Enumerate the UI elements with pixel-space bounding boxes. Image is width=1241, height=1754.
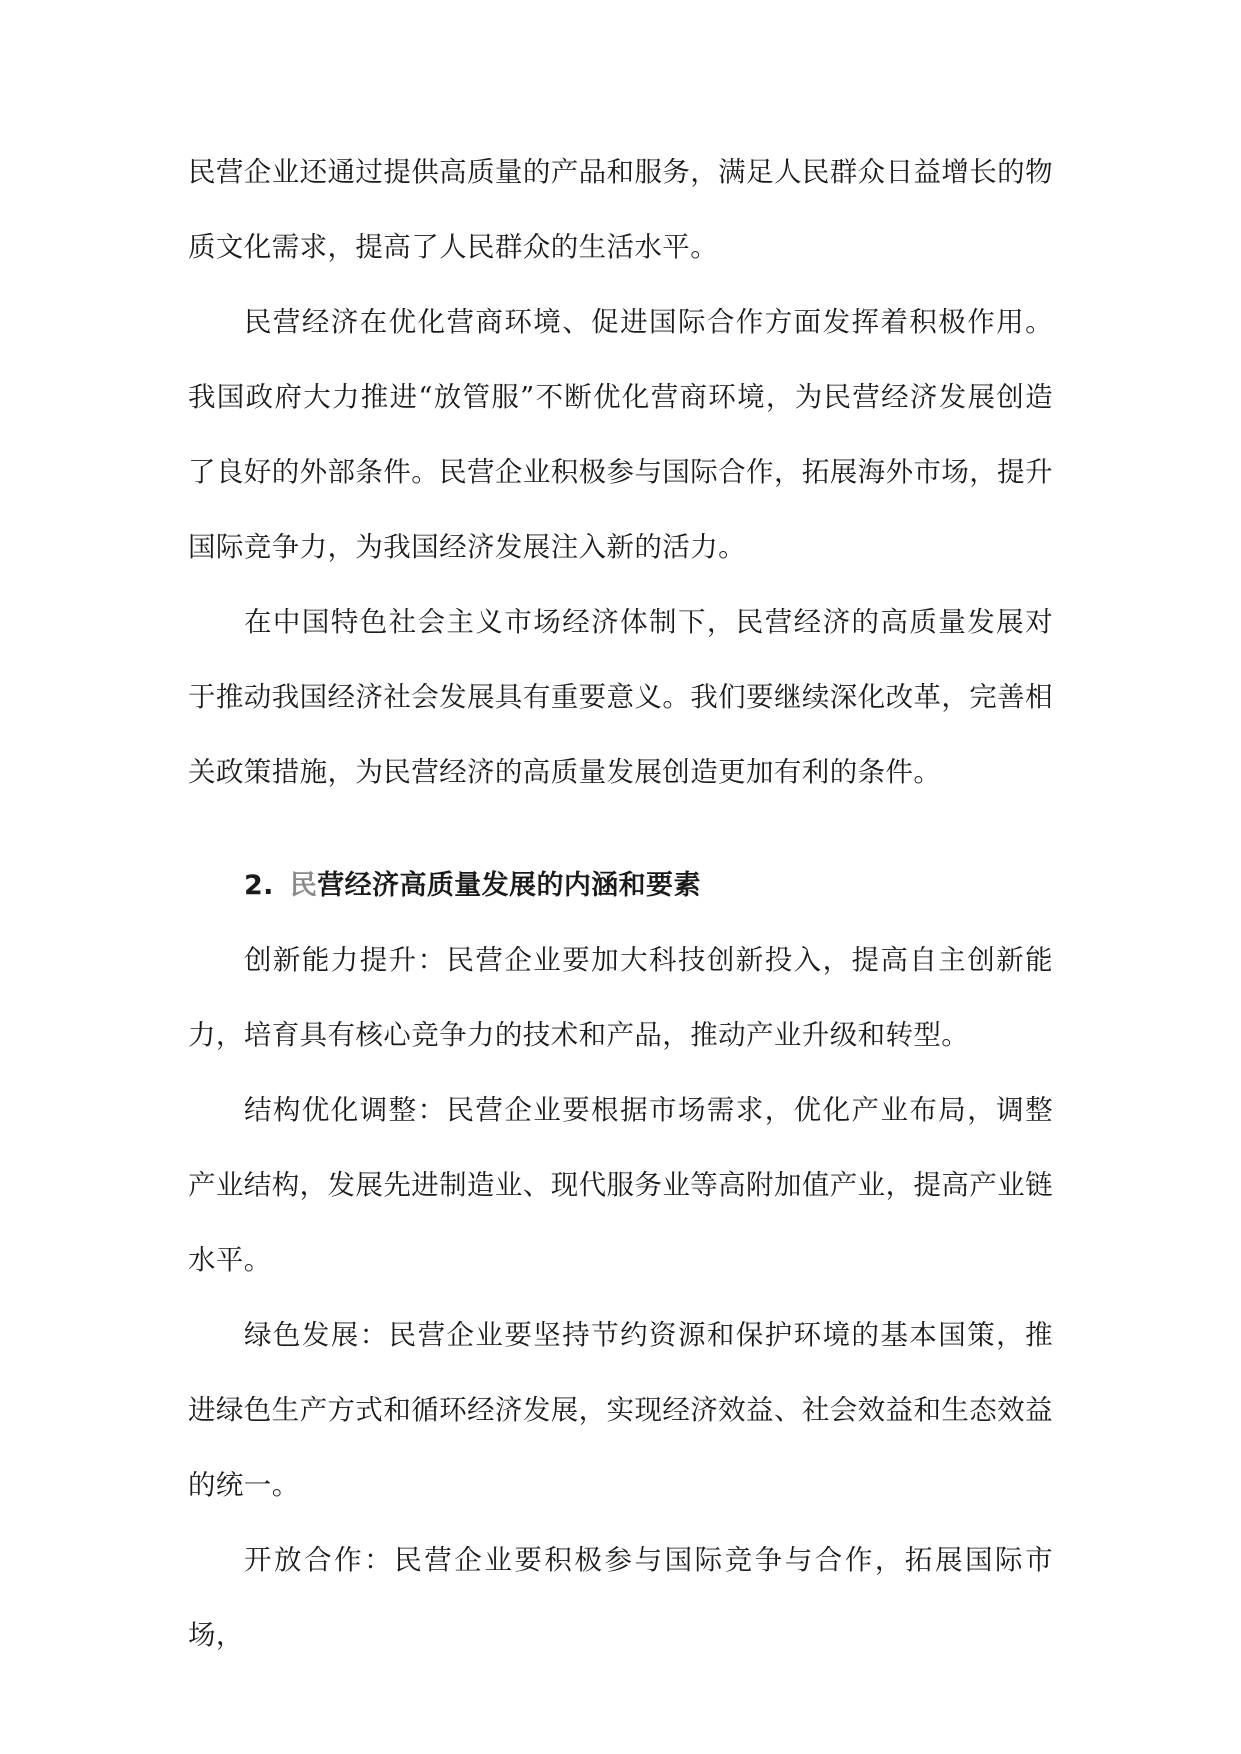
paragraph-business-environment: 民营经济在优化营商环境、促进国际合作方面发挥着积极作用。我国政府大力推进“放管服”不断优化营商环境，为民营经济发展创造了良好的外部条件。民营企业积极参与国际合作，拓展海外市场，提升国际竞争力，为我国经济发展注入新的活力。: [188, 306, 1053, 563]
paragraph-structure: 结构优化调整：民营企业要根据市场需求，优化产业布局，调整产业结构，发展先进制造业、现代服务业等高附加值产业，提高产业链水平。: [188, 1094, 1053, 1276]
paragraph-open-cooperation: 开放合作：民营企业要积极参与国际竞争与合作，拓展国际市场，: [188, 1544, 1053, 1651]
section-heading: [188, 848, 1053, 923]
section-title-first-char: 民: [289, 870, 318, 901]
paragraph-innovation: 创新能力提升：民营企业要加大科技创新投入，提高自主创新能力，培育具有核心竞争力的技术和产品，推动产业升级和转型。: [188, 944, 1053, 1051]
paragraph-continuation: 民营企业还通过提供高质量的产品和服务，满足人民群众日益增长的物质文化需求，提高了人民群众的生活水平。: [188, 156, 1053, 263]
paragraph-significance: 在中国特色社会主义市场经济体制下，民营经济的高质量发展对于推动我国经济社会发展具有重要意义。我们要继续深化改革，完善相关政策措施，为民营经济的高质量发展创造更加有利的条件。: [188, 606, 1053, 788]
section-title-rest: 营经济高质量发展的内涵和要素: [317, 870, 701, 901]
section-number: 2.: [244, 870, 274, 901]
document-body: [188, 135, 1053, 1673]
paragraph-green-development: 绿色发展：民营企业要坚持节约资源和保护环境的基本国策，推进绿色生产方式和循环经济发展，实现经济效益、社会效益和生态效益的统一。: [188, 1319, 1053, 1501]
